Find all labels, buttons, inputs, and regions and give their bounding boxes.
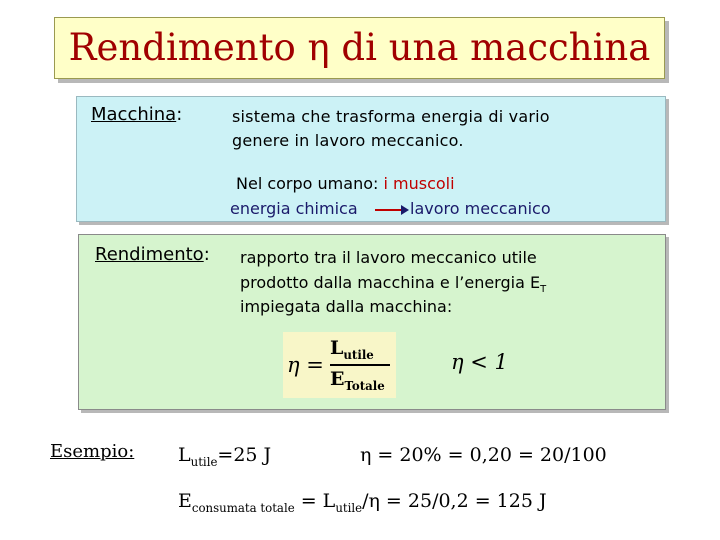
formula-denominator xyxy=(330,368,385,393)
rendimento-label-group xyxy=(95,244,210,265)
formula-fraction-bar xyxy=(330,364,390,366)
l-utile-sub: utile xyxy=(190,454,218,469)
l-utile-main: L xyxy=(178,444,191,466)
eta-example-line: η = 20% = 0,20 = 20/100 xyxy=(360,444,607,466)
rendimento-label: Rendimento xyxy=(95,244,204,265)
l-utile-value: =25 J xyxy=(217,444,272,466)
formula-eta: η = xyxy=(287,353,324,377)
macchina-colon: : xyxy=(176,104,183,125)
e-consumata-mid: = L xyxy=(294,490,336,512)
energia-to: lavoro meccanico xyxy=(410,199,551,218)
e-consumata-line xyxy=(178,490,547,515)
e-consumata-sub: consumata totale xyxy=(191,500,295,515)
e-consumata-main: E xyxy=(178,490,192,512)
formula-numerator xyxy=(330,337,374,362)
corpo-prefix: Nel corpo umano: xyxy=(236,174,384,193)
macchina-label-group xyxy=(91,104,182,125)
arrow-right-icon xyxy=(374,204,410,216)
formula-den-sub: Totale xyxy=(344,378,385,393)
macchina-label: Macchina xyxy=(91,104,177,125)
rendimento-colon: : xyxy=(203,244,210,265)
inequality: η < 1 xyxy=(451,350,508,374)
formula-num-main: L xyxy=(330,337,344,359)
rendimento-line-2 xyxy=(240,273,546,295)
corpo-umano-line xyxy=(236,174,455,193)
title-banner xyxy=(54,17,665,79)
e-consumata-rest: /η = 25/0,2 = 125 J xyxy=(362,490,547,512)
rendimento-line-1: rapporto tra il lavoro meccanico utile xyxy=(240,248,537,267)
esempio-label: Esempio: xyxy=(50,441,135,462)
rendimento-line-3: impiegata dalla macchina: xyxy=(240,297,453,316)
macchina-line-2: genere in lavoro meccanico. xyxy=(232,131,464,150)
e-consumata-sub2: utile xyxy=(335,500,363,515)
macchina-line-1: sistema che trasforma energia di vario xyxy=(232,107,550,126)
formula-den-main: E xyxy=(330,368,345,390)
l-utile-line xyxy=(178,444,271,469)
rendimento-line-2-sub: T xyxy=(540,284,547,296)
rendimento-line-2-text: prodotto dalla macchina e l’energia E xyxy=(240,273,541,292)
formula-num-sub: utile xyxy=(343,347,374,362)
page-title: Rendimento η di una macchina xyxy=(68,26,651,69)
corpo-highlight: i muscoli xyxy=(383,174,455,193)
energia-from: energia chimica xyxy=(230,199,358,218)
